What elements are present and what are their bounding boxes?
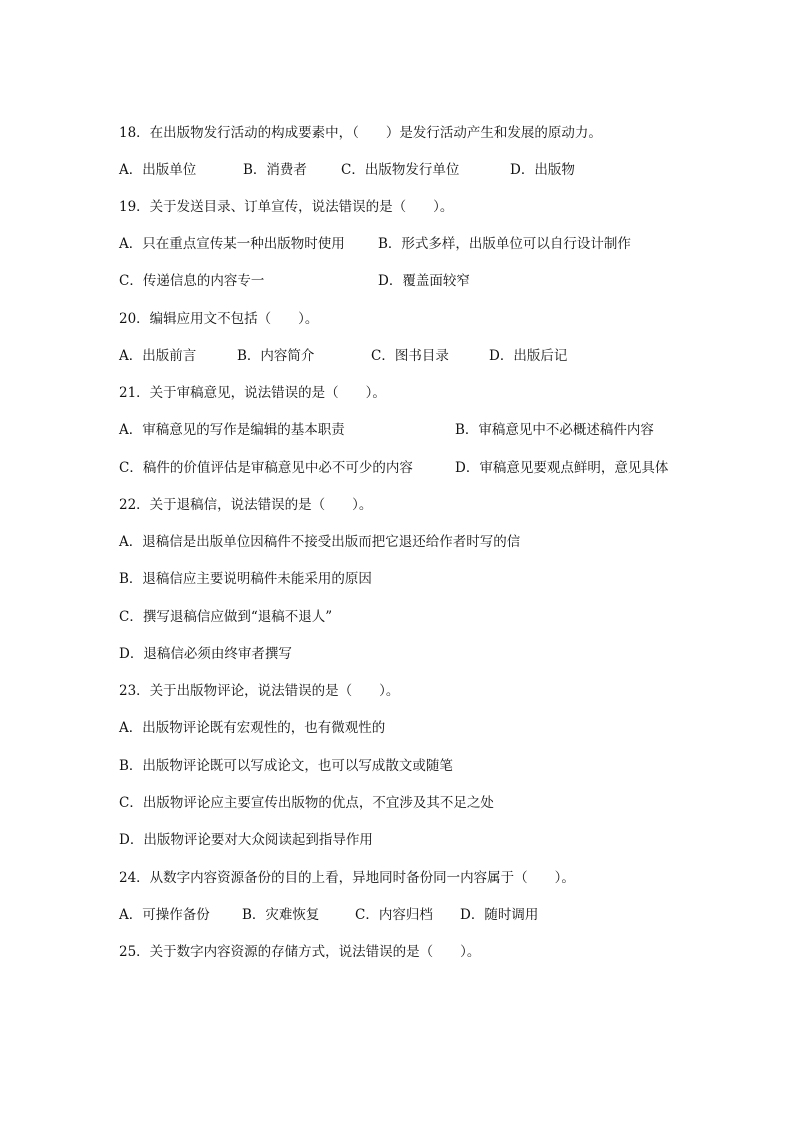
- question-21-option-b: B．审稿意见中不必概述稿件内容: [455, 422, 654, 438]
- question-21-option-d: D．审稿意见要观点鲜明，意见具体: [455, 460, 669, 476]
- question-19-option-d: D．覆盖面较窄: [378, 273, 470, 289]
- question-18-option-c: C．出版物发行单位: [341, 162, 460, 178]
- question-24-option-a: A．可操作备份: [119, 907, 210, 923]
- question-24-stem: 24．从数字内容资源备份的目的上看，异地同时备份同一内容属于（ ）。: [119, 870, 575, 886]
- question-18-option-b: B．消费者: [243, 162, 307, 178]
- question-19-option-c: C．传递信息的内容专一: [119, 273, 265, 289]
- question-18-stem: 18．在出版物发行活动的构成要素中，（ ）是发行活动产生和发展的原动力。: [119, 125, 602, 141]
- question-20-stem: 20．编辑应用文不包括（ ）。: [119, 311, 319, 327]
- question-22-stem: 22．关于退稿信，说法错误的是（ ）。: [119, 497, 373, 513]
- question-23-stem: 23．关于出版物评论，说法错误的是（ ）。: [119, 683, 400, 699]
- question-23-option-d: D．出版物评论要对大众阅读起到指导作用: [119, 832, 373, 848]
- question-22-option-b: B．退稿信应主要说明稿件未能采用的原因: [119, 571, 372, 587]
- question-20-option-b: B．内容简介: [237, 348, 315, 364]
- question-18-option-a: A．出版单位: [119, 162, 197, 178]
- question-20-option-a: A．出版前言: [119, 348, 197, 364]
- question-21-stem: 21．关于审稿意见，说法错误的是（ ）。: [119, 385, 386, 401]
- question-24-option-c: C．内容归档: [355, 907, 433, 923]
- question-24-option-b: B．灾难恢复: [242, 907, 320, 923]
- question-23-option-c: C．出版物评论应主要宣传出版物的优点，不宜涉及其不足之处: [119, 795, 494, 811]
- question-19-option-b: B．形式多样，出版单位可以自行设计制作: [378, 236, 631, 252]
- question-19-option-a: A．只在重点宣传某一种出版物时使用: [119, 236, 345, 252]
- question-18-option-d: D．出版物: [510, 162, 575, 178]
- question-22-option-c: C．撰写退稿信应做到“退稿不退人”: [119, 609, 333, 625]
- question-22-option-a: A．退稿信是出版单位因稿件不接受出版而把它退还给作者时写的信: [119, 534, 521, 550]
- question-20-option-d: D．出版后记: [489, 348, 568, 364]
- question-23-option-a: A．出版物评论既有宏观性的，也有微观性的: [119, 720, 386, 736]
- question-23-option-b: B．出版物评论既可以写成论文，也可以写成散文或随笔: [119, 758, 453, 774]
- question-21-option-c: C．稿件的价值评估是审稿意见中必不可少的内容: [119, 460, 413, 476]
- question-25-stem: 25．关于数字内容资源的存储方式，说法错误的是（ ）。: [119, 944, 481, 960]
- question-24-option-d: D．随时调用: [460, 907, 539, 923]
- question-19-stem: 19．关于发送目录、订单宣传，说法错误的是（ ）。: [119, 199, 454, 215]
- question-22-option-d: D．退稿信必须由终审者撰写: [119, 646, 292, 662]
- question-21-option-a: A．审稿意见的写作是编辑的基本职责: [119, 422, 345, 438]
- question-20-option-c: C．图书目录: [371, 348, 449, 364]
